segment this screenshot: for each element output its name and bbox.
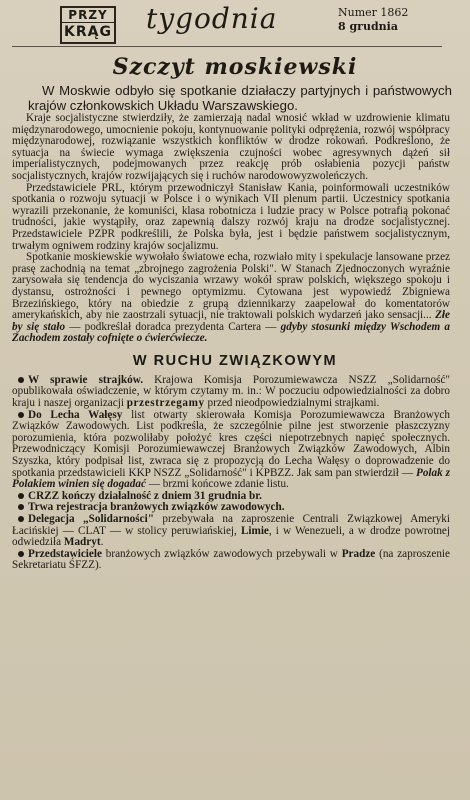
bullet-icon (18, 551, 24, 557)
paragraph-3-quote: Złe by się stało (12, 309, 450, 333)
news-item-1-lead: W sprawie strajków. (28, 373, 144, 386)
masthead-logo (60, 6, 116, 44)
news-item-5 (12, 514, 450, 549)
issue-date: 8 grudnia (338, 20, 398, 33)
news-item-4-text: Trwa rejestracja branżowych związków zawodowych. (28, 501, 285, 514)
article-lead: W Moskwie odbyło się spotkanie działaczy partyjnych i państwowych krajów członkowskich Układu Warszawskiego. (28, 83, 452, 113)
news-item-6-text: branżowych związków zawodowych przebywali w (101, 547, 342, 560)
news-item-1 (12, 375, 450, 410)
article-paragraph-2: Przedstawiciele PRL, którym przewodniczył Stanisław Kania, poinformowali uczestników spotkania o rozwoju sytuacji w Polsce i o wynikach VII plenum partii. Uczestnicy spotkania wyrazili przekonanie, że komuniści, klasa robotnicza i ludzie pracy w Polsce potrafią pokonać trudności, jakie wystąpiły, oraz zapewnią dalszy rozwój kraju na drodze socjalistycznej. Przedstawiciele PZPR podkreślili, że Polska była, jest i będzie państwem socjalistycznym, trwałym ogniwem rodziny krajów socjalizmu. (12, 181, 450, 252)
news-item-2-quote: Polak z Polakiem winien się dogadać (12, 466, 451, 491)
news-item-3-text: CRZZ kończy działalność z dniem 31 grudnia br. (28, 489, 262, 502)
bullet-icon (18, 516, 24, 522)
paragraph-3-attribution: — podkreślał doradca prezydenta Cartera — (65, 320, 281, 333)
issue-number: Numer 1862 (338, 6, 409, 19)
news-item-5-city-1: Limie (240, 524, 269, 537)
news-item-5-city-2: Madryt (63, 536, 101, 549)
news-item-2-lead: Do Lecha Wałęsy (28, 408, 123, 421)
article-headline: Szczyt moskiewski (112, 54, 358, 80)
article-paragraph-1: Kraje socjalistyczne stwierdziły, że zamierzają nadal wnosić wkład w uzdrowienie klimatu międzynarodowego, umocnienie pokoju, kontynuowanie polityki odprężenia, rozwój współpracy międzynarodowej, rozwiązanie wszystkich konfliktów w drodze rokowań. Podkreślono, że sytuacja na świecie wymaga zwiększenia czujności wobec agresywnych dążeń sił imperialistycznych, podejmowanych przez reakcję prób osłabienia pozycji państw socjalistycznych, krajów rozwijających się i ruchów narodowowyzwoleńczych. (12, 112, 450, 182)
news-item-6-city: Pradze (341, 547, 376, 560)
news-item-6 (12, 549, 450, 572)
bullet-icon (18, 412, 24, 418)
news-item-1-text: Krajowa Komisja Porozumiewawcza NSZZ „Solidarność" opublikowała oświadczenie, w którym czytamy m. in.: W poczuciu odpowiedzialności za dobro kraju i naszej organizacji (12, 373, 450, 410)
news-item-5-text: przebywała na zaproszenie Centrali Związkowej Ameryki Łacińskiej — CLAT — w stolicy peruwiańskiej, (12, 513, 450, 537)
news-item-2-tail: — brzmi końcowe zdanie listu. (145, 478, 289, 491)
news-item-6-lead: Przedstawiciele (28, 547, 102, 560)
masthead-title: tygodnia (146, 2, 278, 35)
logo-top-text: PRZY (62, 8, 114, 23)
bullet-icon (18, 493, 24, 499)
masthead (8, 4, 462, 48)
section-title: W RUCHU ZWIĄZKOWYM (132, 352, 338, 369)
news-item-5-lead: Delegacja „Solidarności" (28, 513, 154, 525)
news-item-5-mid: , i w Wenezueli, a w drodze powrotnej odwiedziła (12, 524, 450, 549)
paragraph-3-quote-2: gdyby stosunki między Wschodem a Zachodem zostały cofnięte o ćwierćwiecze. (12, 320, 451, 345)
news-item-6-tail: (na zaproszenie Sekretariatu ŚFZZ). (12, 547, 450, 572)
bullet-icon (18, 377, 24, 383)
masthead-rule (12, 46, 442, 47)
news-item-2 (12, 410, 450, 491)
logo-bottom-text: KRĄG (64, 24, 112, 40)
news-item-5-end: . (100, 536, 104, 549)
paragraph-3-text: Spotkanie moskiewskie wywołało światowe echa, rozwiało mity i spekulacje lansowane przez prasę zachodnią na temat „zbrojnego zagrożenia Polski". W Stanach Zjednoczonych wyraźnie zarysowała się tendencja do wyciszania wrzawy wokół spraw polskich, większego spokoju i dystansu, ostrożności i pewnego optymizmu. Cytowana jest wypowiedź Zbigniewa Brzezińskiego, który na obiedzie z grupą dziennikarzy zaapelował do komentatorów amerykańskich, aby nie zaostrzali sytuacji, nie traktowali polskich wydarzeń jako sensacji... (12, 251, 450, 322)
article-paragraph-3 (12, 252, 450, 345)
bullet-icon (18, 504, 24, 510)
news-item-2-text: list otwarty skierowała Komisja Porozumiewawcza Branżowych Związków Zawodowych. List podkreśla, że szczególnie pilne jest stworzenie płaszczyzny porozumienia, która pozwoliłaby położyć kres części niepotrzebnych napięć społecznych. Przewodniczący Komisji Porozumiewawczej Branżowych Związków Zawodowych, Albin Szyszka, który podpisał list, zwraca się z propozycją do Lecha Wałęsy o doprowadzenie do spotkania przedstawicieli KKP NSZZ „Solidarność" i KPBZZ. Jak sam pan stwierdził — (12, 408, 450, 479)
news-item-1-emphasis: przestrzegamy (126, 397, 205, 410)
issue-info (338, 6, 408, 34)
news-item-1-tail: przed nieodpowiedzialnymi strajkami. (204, 397, 380, 410)
